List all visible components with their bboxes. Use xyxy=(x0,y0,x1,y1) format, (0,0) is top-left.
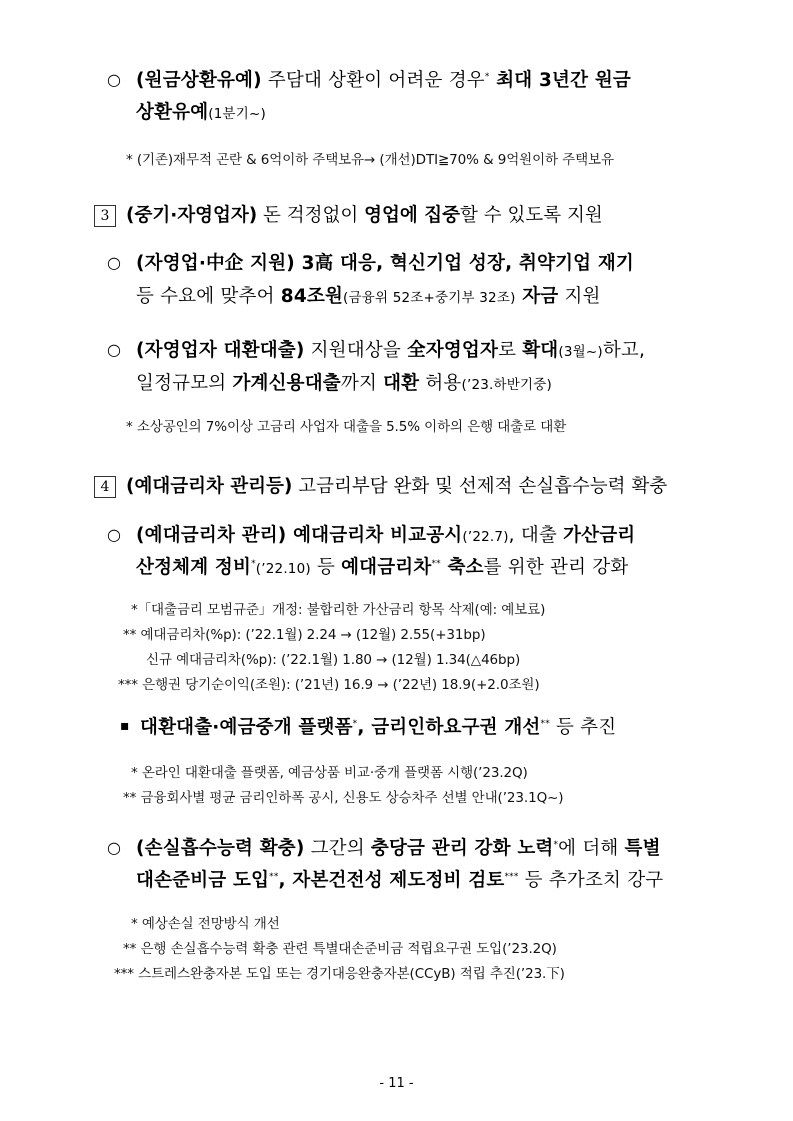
emphasis-text: 영업에 집중 xyxy=(364,205,460,226)
emphasis-text: 가산금리 xyxy=(563,525,636,546)
emphasis-text: 충당금 관리 강화 노력 xyxy=(370,838,554,859)
text-span: 그간의 xyxy=(304,838,371,859)
item-spread-heading: (예대금리차 관리) xyxy=(136,525,287,546)
item-support-line2 xyxy=(136,282,601,308)
text-span: (금융위 52조+중기부 32조) xyxy=(343,290,516,306)
bullet-circle: ○ xyxy=(107,838,121,857)
text-span: 등 수요에 맞추어 xyxy=(136,286,281,307)
emphasis-text: 84조원 xyxy=(280,286,344,307)
emphasis-text: 특별 xyxy=(624,838,661,859)
item-support-line1 xyxy=(136,249,634,275)
emphasis-text: 최대 3년간 원금 xyxy=(489,70,631,91)
footnote-mark: * xyxy=(352,718,358,729)
page-number: - 11 - xyxy=(379,1076,414,1091)
section-4-heading xyxy=(94,472,667,498)
footnote: ** 금융회사별 평균 금리인하폭 공시, 신용도 상승차주 선별 안내(’23.1Q~) xyxy=(123,790,564,806)
footnote: * 예상손실 전망방식 개선 xyxy=(131,916,280,932)
footnote: ** 예대금리차(%p): (’22.1월) 2.24 → (12월) 2.55(+31bp) xyxy=(123,627,486,643)
section-label: (중기·자영업자) xyxy=(126,205,258,226)
section-number-box: 4 xyxy=(94,476,116,498)
text-span: , 대출 xyxy=(508,525,564,546)
emphasis-text: 대환 xyxy=(383,373,420,394)
footnote-mark: * xyxy=(484,71,490,82)
footnote: 신규 예대금리차(%p): (’22.1월) 1.80 → (12월) 1.34(△46bp) xyxy=(146,652,521,668)
item-platform-line1 xyxy=(140,713,616,739)
text-span: 등 추진 xyxy=(549,717,617,738)
text-span: 돈 걱정없이 xyxy=(257,205,365,226)
item-deferral-line2 xyxy=(136,98,266,124)
text-span: 하고, xyxy=(602,340,646,361)
bullet-circle: ○ xyxy=(107,253,121,272)
text-span: 지원 xyxy=(558,286,601,307)
footnote: * (기존)재무적 곤란 & 6억이하 주택보유→ (개선)DTI≧70% & 9억원이하 주택보유 xyxy=(126,152,614,168)
item-loss-line2 xyxy=(136,866,663,892)
text-span: 로 xyxy=(498,340,523,361)
section-3-heading xyxy=(94,201,603,227)
emphasis-text: 예대금리차 비교공시 xyxy=(286,525,463,546)
emphasis-text: 상환유예 xyxy=(136,102,209,123)
item-deferral-heading: (원금상환유예) xyxy=(136,70,262,91)
item-support-heading: (자영업·中企 지원) xyxy=(136,253,295,274)
text-span: 등 추가조치 강구 xyxy=(518,870,664,891)
item-deferral-line1 xyxy=(136,66,631,92)
text-span: 일정규모의 xyxy=(136,373,233,394)
bullet-circle: ○ xyxy=(107,525,121,544)
footnote-mark: ** xyxy=(269,871,279,882)
bullet-circle: ○ xyxy=(107,70,121,89)
emphasis-text: , 자본건전성 제도정비 검토 xyxy=(278,870,505,891)
footnote-mark: *** xyxy=(504,871,519,882)
bullet-circle: ○ xyxy=(107,340,121,359)
text-span: (’22.10) xyxy=(255,561,311,577)
emphasis-text: 확대 xyxy=(522,340,559,361)
footnote: ** 은행 손실흡수능력 확충 관련 특별대손준비금 적립요구권 도입(’23.2Q) xyxy=(123,941,557,957)
item-spread-line2 xyxy=(136,553,628,579)
emphasis-text: 가계신용대출 xyxy=(232,373,341,394)
footnote: *** 은행권 당기순이익(조원): (’21년) 16.9 → (’22년) 18.9(+2.0조원) xyxy=(118,677,540,693)
text-span: 에 더해 xyxy=(558,838,625,859)
text-span: 지원대상을 xyxy=(304,340,408,361)
text-span: 할 수 있도록 지원 xyxy=(459,205,603,226)
text-span: 확충 xyxy=(625,476,668,497)
text-span: 등 xyxy=(310,557,342,578)
section-label: (예대금리차 관리등) xyxy=(126,476,293,497)
text-span: 선제적 손실흡수능력 xyxy=(458,476,626,497)
footnote-mark: ** xyxy=(540,718,550,729)
footnote-mark: * xyxy=(553,839,559,850)
text-span: (’23.하반기중) xyxy=(461,377,552,393)
footnote: *「대출금리 모범규준」개정: 불합리한 가산금리 항목 삭제(예: 예보료) xyxy=(131,602,546,618)
emphasis-text: 축소 xyxy=(440,557,484,578)
text-span: (1분기~) xyxy=(208,106,267,122)
text-span: 주담대 상환이 어려운 경우 xyxy=(261,70,485,91)
footnote: *** 스트레스완충자본 도입 또는 경기대응완충자본(CCyB) 적립 추진(’23.下) xyxy=(114,966,565,982)
item-loss-line1 xyxy=(136,834,661,860)
text-span: (3월~) xyxy=(558,344,603,360)
emphasis-text: 全자영업자 xyxy=(407,340,499,361)
footnote-mark: ** xyxy=(431,558,441,569)
footnote: * 소상공인의 7%이상 고금리 사업자 대출을 5.5% 이하의 은행 대출로 대환 xyxy=(126,419,567,435)
item-spread-line1 xyxy=(136,521,635,547)
section-number-box: 3 xyxy=(94,205,116,227)
text-span: 를 위한 관리 강화 xyxy=(483,557,629,578)
emphasis-text: 3高 대응, 혁신기업 성장, 취약기업 재기 xyxy=(294,253,635,274)
emphasis-text: 자금 xyxy=(515,286,559,307)
emphasis-text: 산정체계 정비 xyxy=(136,557,252,578)
text-span: 까지 xyxy=(340,373,384,394)
text-span: 허용 xyxy=(419,373,462,394)
bullet-square: ▪ xyxy=(120,718,130,734)
emphasis-text: , 금리인하요구권 개선 xyxy=(357,717,541,738)
item-loss-heading: (손실흡수능력 확충) xyxy=(136,838,305,859)
emphasis-text: 예대금리차 xyxy=(341,557,432,578)
item-refinance-line2 xyxy=(136,369,552,395)
emphasis-text: 대환대출·예금중개 플랫폼 xyxy=(140,717,353,738)
item-refinance-line1 xyxy=(136,336,645,362)
item-refinance-heading: (자영업자 대환대출) xyxy=(136,340,305,361)
emphasis-text: 대손준비금 도입 xyxy=(136,870,270,891)
text-span: 및 xyxy=(429,476,459,497)
footnote-mark: * xyxy=(251,558,256,569)
text-span: 고금리부담 완화 xyxy=(292,476,430,497)
footnote: * 온라인 대환대출 플랫폼, 예금상품 비교·중개 플랫폼 시행(’23.2Q) xyxy=(131,765,528,781)
text-span: (’22.7) xyxy=(462,529,509,545)
